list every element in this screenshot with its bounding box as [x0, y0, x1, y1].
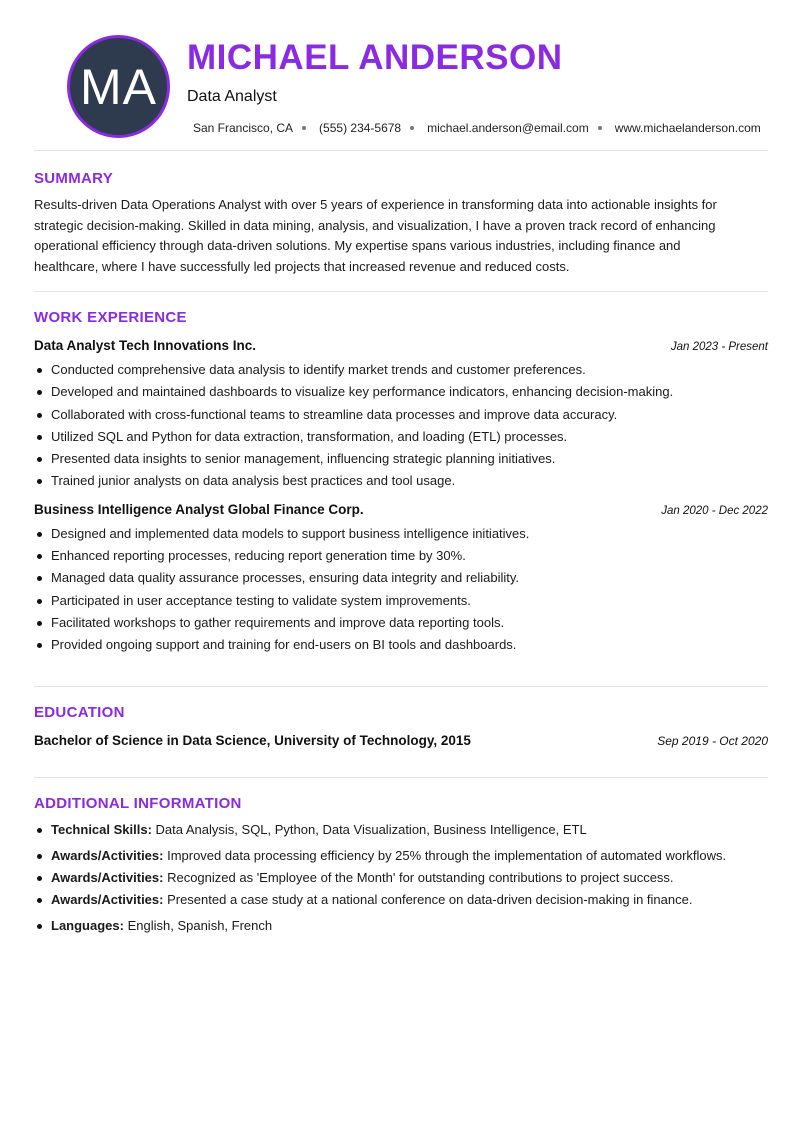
list-item — [34, 845, 768, 867]
section-divider — [34, 777, 768, 778]
info-text: Data Analysis, SQL, Python, Data Visualization, Business Intelligence, ETL — [151, 822, 587, 837]
info-label: Awards/Activities: — [51, 892, 164, 907]
job-bullets — [34, 523, 768, 657]
summary-line: operational efficiency through data-driven solutions. My expertise spans various industries, including finance and — [34, 238, 681, 253]
summary-line: Results-driven Data Operations Analyst with over 5 years of experience in transforming data into actionable insights for — [34, 197, 717, 212]
section-divider — [34, 291, 768, 292]
list-item — [34, 819, 768, 841]
resume-header — [33, 0, 767, 150]
additional-section — [34, 795, 768, 937]
job-date: Jan 2023 - Present — [670, 341, 768, 353]
info-label: Languages: — [51, 918, 124, 933]
contact-location: San Francisco, CA — [193, 121, 294, 135]
info-label: Awards/Activities: — [51, 870, 164, 885]
job-title: Data Analyst Tech Innovations Inc. — [34, 338, 257, 353]
additional-list — [34, 819, 768, 937]
list-item: Presented data insights to senior management, influencing strategic planning initiatives. — [34, 448, 768, 470]
list-item: Managed data quality assurance processes, ensuring data integrity and reliability. — [34, 567, 768, 589]
summary-title: SUMMARY — [34, 170, 114, 187]
job-header — [34, 338, 768, 353]
job-header — [34, 502, 768, 517]
experience-title: WORK EXPERIENCE — [34, 309, 187, 326]
contact-info — [193, 121, 761, 135]
header-divider — [34, 150, 768, 151]
summary-section — [34, 170, 768, 277]
list-item: Conducted comprehensive data analysis to identify market trends and customer preferences. — [34, 359, 768, 381]
info-text: Presented a case study at a national conference on data-driven decision-making in finance. — [163, 892, 693, 907]
list-item: Collaborated with cross-functional teams to streamline data processes and improve data accuracy. — [34, 404, 768, 426]
additional-title: ADDITIONAL INFORMATION — [34, 795, 242, 812]
info-text: English, Spanish, French — [123, 918, 273, 933]
list-item: Developed and maintained dashboards to visualize key performance indicators, enhancing decision-making. — [34, 381, 768, 403]
list-item — [34, 889, 768, 911]
education-title: EDUCATION — [34, 704, 125, 721]
summary-text — [34, 195, 768, 277]
list-item: Utilized SQL and Python for data extraction, transformation, and loading (ETL) processes. — [34, 426, 768, 448]
contact-website[interactable]: www.michaelanderson.com — [614, 121, 761, 135]
separator-dot — [410, 126, 414, 130]
contact-email[interactable]: michael.anderson@email.com — [427, 121, 589, 135]
list-item — [34, 915, 768, 937]
contact-phone: (555) 234-5678 — [319, 121, 402, 135]
info-text: Recognized as 'Employee of the Month' for outstanding contributions to project success. — [163, 870, 674, 885]
education-entry — [34, 733, 768, 748]
experience-section — [34, 309, 768, 657]
list-item: Designed and implemented data models to support business intelligence initiatives. — [34, 523, 768, 545]
job-title: Business Intelligence Analyst Global Finance Corp. — [34, 501, 364, 517]
separator-dot — [598, 126, 602, 130]
separator-dot — [302, 126, 306, 130]
summary-line: strategic decision-making. Skilled in data mining, analysis, and visualization, I have a proven track record of enhancing — [34, 217, 716, 233]
list-item: Trained junior analysts on data analysis best practices and tool usage. — [34, 470, 768, 492]
job-date: Jan 2020 - Dec 2022 — [661, 504, 768, 517]
avatar — [67, 35, 170, 138]
list-item: Facilitated workshops to gather requirements and improve data reporting tools. — [34, 612, 768, 634]
summary-line: healthcare, where I have successfully led projects that increased revenue and reduced costs. — [34, 258, 570, 274]
info-label: Awards/Activities: — [51, 848, 164, 863]
list-item: Provided ongoing support and training for end-users on BI tools and dashboards. — [34, 634, 768, 656]
avatar-initials: MA — [80, 58, 157, 115]
info-text: Improved data processing efficiency by 25% through the implementation of automated workflows. — [163, 848, 727, 863]
candidate-role: Data Analyst — [187, 88, 277, 105]
list-item: Enhanced reporting processes, reducing report generation time by 30%. — [34, 545, 768, 567]
education-section — [34, 704, 768, 748]
candidate-name: MICHAEL ANDERSON — [187, 38, 563, 77]
section-divider — [34, 686, 768, 687]
list-item: Participated in user acceptance testing to validate system improvements. — [34, 590, 768, 612]
list-item — [34, 867, 768, 889]
education-degree: Bachelor of Science in Data Science, University of Technology, 2015 — [34, 733, 471, 748]
education-date: Sep 2019 - Oct 2020 — [657, 734, 768, 748]
job-bullets — [34, 359, 768, 493]
info-label: Technical Skills: — [51, 822, 152, 837]
